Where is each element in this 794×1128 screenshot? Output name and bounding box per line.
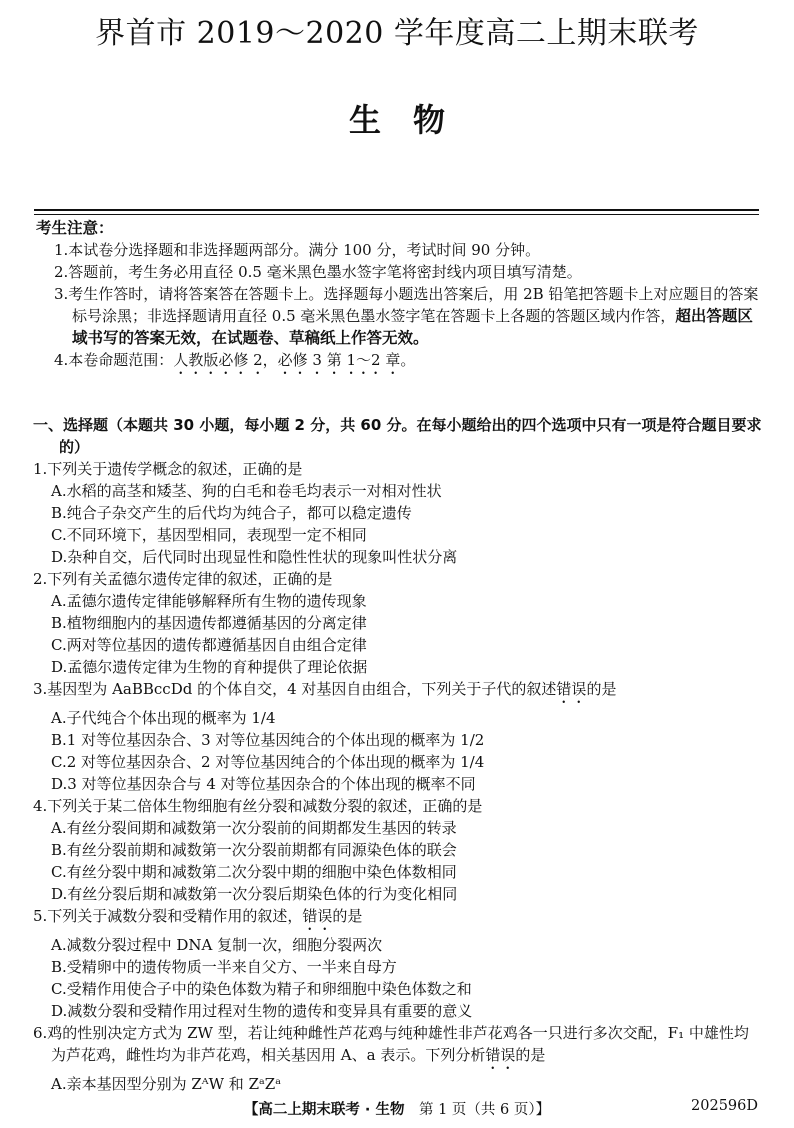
notice-item-4-scope: 人教版必修 2，必修 3 第 1～2 章。 (173, 351, 416, 369)
subject-title: 生 物 (348, 101, 445, 139)
question-stem-text: 6.鸡的性别决定方式为 ZW 型，若让纯种雌性芦花鸡与纯种雄性非芦花鸡各一只进行多次交配，F₁ 中雄性均为芦花鸡，雌性均为非芦花鸡，相关基因用 A、a 表示。下列分析 (33, 1024, 749, 1064)
section-1-heading: 一、选择题（本题共 30 小题，每小题 2 分，共 60 分。在每小题给出的四个选项中只有一项是符合题目要求的） (33, 416, 762, 456)
question-stem (33, 1022, 763, 1073)
option-d: D.有丝分裂后期和减数第一次分裂后期染色体的行为变化相同 (51, 885, 458, 903)
question-stem-emphasis: 错误 (485, 1046, 516, 1064)
option-c: C.受精作用使合子中的染色体数为精子和卵细胞中染色体数之和 (51, 980, 472, 998)
option-b: B.植物细胞内的基因遗传都遵循基因的分离定律 (51, 614, 367, 632)
option-d: D.3 对等位基因杂合与 4 对等位基因杂合的个体出现的概率不同 (51, 775, 476, 793)
header-rule-thick (34, 209, 759, 211)
footer-paper-code: 202596D (691, 1098, 758, 1114)
option-d: D.减数分裂和受精作用过程对生物的遗传和变异具有重要的意义 (51, 1002, 473, 1020)
question-4 (33, 795, 763, 905)
notice-item-3-text: 3.考生作答时，请将答案答在答题卡上。选择题每小题选出答案后，用 2B 铅笔把答题卡上对应题目的答案标号涂黑；非选择题请用直径 0.5 毫米黑色墨水签字笔在答题卡上各题的答题区域内作答， (54, 285, 759, 325)
question-stem: 2.下列有关孟德尔遗传定律的叙述，正确的是 (33, 570, 333, 588)
question-stem-emphasis: 错误 (556, 680, 587, 698)
option-a: A.有丝分裂间期和减数第一次分裂前的间期都发生基因的转录 (51, 819, 457, 837)
option-b: B.纯合子杂交产生的后代均为纯合子，都可以稳定遗传 (51, 504, 412, 522)
notice-item-4-label: 4.本卷命题范围： (54, 351, 174, 369)
question-3 (33, 678, 763, 795)
option-a: A.亲本基因型分别为 ZᴬW 和 ZᵃZᵃ (51, 1075, 281, 1093)
question-5 (33, 905, 763, 1022)
question-stem (33, 678, 763, 707)
question-list (33, 414, 763, 1095)
footer-page-info (0, 1098, 794, 1119)
header-rule-thin (34, 214, 759, 215)
option-a: A.孟德尔遗传定律能够解释所有生物的遗传现象 (51, 592, 367, 610)
option-b: B.有丝分裂前期和减数第一次分裂前期都有同源染色体的联会 (51, 841, 457, 859)
notice-heading: 考生注意： (36, 219, 114, 237)
question-stem-emphasis: 错误 (302, 907, 333, 925)
option-b: B.1 对等位基因杂合、3 对等位基因纯合的个体出现的概率为 1/2 (51, 731, 485, 749)
option-c: C.不同环境下，基因型相同，表现型一定不相同 (51, 526, 367, 544)
option-a: A.子代纯合个体出现的概率为 1/4 (51, 709, 276, 727)
question-stem-end: 的是 (332, 907, 363, 925)
notice-item-3 (36, 283, 760, 349)
question-stem-end: 的是 (586, 680, 617, 698)
option-d: D.杂种自交，后代同时出现显性和隐性性状的现象叫性状分离 (51, 548, 458, 566)
question-stem-end: 的是 (515, 1046, 546, 1064)
exam-title: 界首市 2019～2020 学年度高二上期末联考 (95, 16, 699, 51)
question-stem (33, 905, 763, 934)
notice-item-4 (36, 349, 760, 378)
question-1 (33, 458, 763, 568)
footer-exam-name: 【高二上期末联考 · 生物 (243, 1102, 405, 1118)
question-stem-text: 3.基因型为 AaBBccDd 的个体自交，4 对基因自由组合，下列关于子代的叙述 (33, 680, 557, 698)
question-stem: 4.下列关于某二倍体生物细胞有丝分裂和减数分裂的叙述，正确的是 (33, 797, 483, 815)
notice-item-1: 1.本试卷分选择题和非选择题两部分。满分 100 分，考试时间 90 分钟。 (54, 241, 541, 259)
question-stem: 1.下列关于遗传学概念的叙述，正确的是 (33, 460, 303, 478)
notice-item-3-warning: 超出答题区域书写的答案无效，在试题卷、草稿纸上作答无效。 (72, 307, 753, 347)
option-c: C.两对等位基因的遗传都遵循基因自由组合定律 (51, 636, 367, 654)
question-2 (33, 568, 763, 678)
option-b: B.受精卵中的遗传物质一半来自父方、一半来自母方 (51, 958, 397, 976)
option-a: A.水稻的高茎和矮茎、狗的白毛和卷毛均表示一对相对性状 (51, 482, 442, 500)
question-6 (33, 1022, 763, 1095)
notice-item-2: 2.答题前，考生务必用直径 0.5 毫米黑色墨水签字笔将密封线内项目填写清楚。 (54, 263, 582, 281)
option-d: D.孟德尔遗传定律为生物的育种提供了理论依据 (51, 658, 368, 676)
option-c: C.有丝分裂中期和减数第二次分裂中期的细胞中染色体数相同 (51, 863, 457, 881)
page-footer (0, 1098, 794, 1122)
question-stem-text: 5.下列关于减数分裂和受精作用的叙述， (33, 907, 303, 925)
option-c: C.2 对等位基因杂合、2 对等位基因纯合的个体出现的概率为 1/4 (51, 753, 485, 771)
option-a: A.减数分裂过程中 DNA 复制一次，细胞分裂两次 (51, 936, 383, 954)
footer-page-number: 第 1 页（共 6 页）】 (404, 1102, 551, 1118)
candidate-notice (36, 217, 760, 378)
